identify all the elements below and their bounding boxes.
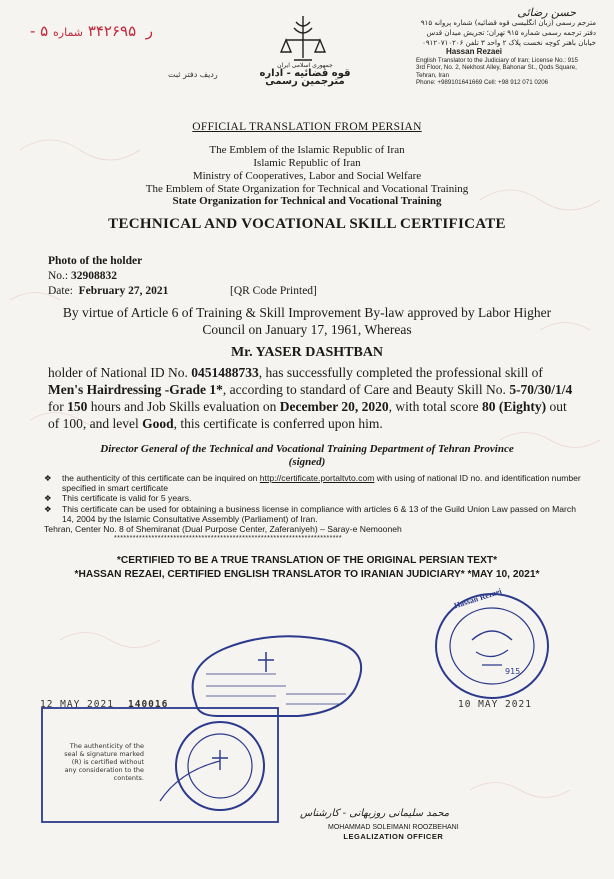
officer-name: MOHAMMAD SOLEIMANI ROOZBEHANI <box>328 824 459 831</box>
translator-fa-line-1: مترجم رسمی (زبان انگلیسی قوه قضائیه) شماره پروانه ۹۱۵ <box>420 19 596 27</box>
officer-block <box>328 823 459 841</box>
officer-signature-fa: محمد سلیمانی روزبهانی - کارشناس <box>300 808 450 819</box>
note-business-license: ❖ This certificate can be used for obtaining a business license in compliance with articles 6 & 13 of the Guild Union Law passed on March 14, 2004 by the Islamic Consultative Assembly (Parliament) of Iran. <box>44 503 576 524</box>
emblem-line-2: Islamic Republic of Iran <box>253 157 361 169</box>
judiciary-heading: جمهوری اسلامی ایران قوه قضائیه - اداره مترجمین رسمی <box>259 62 351 87</box>
registration-number: - ۵ ر ۳۴۲۶۹۵ شماره <box>30 22 153 40</box>
translator-en-line-3: Phone: +989101641669 Cell: +98 912 071 0206 <box>416 79 549 86</box>
translator-fa-line-3: خیابان باهنر کوچه نخست پلاک ۲ واحد ۳ تلفن ۰۹۱۲۰۷۱۰۲۰۶ <box>422 39 596 47</box>
note-authenticity: ❖ the authenticity of this certificate can be inquired on http://certificate.portaltvto.com with using of national ID no. and identification number specified in smart certificate <box>44 473 581 494</box>
hours: 150 <box>67 399 88 414</box>
translator-en-line-2: 3rd Floor, No. 2, Nekhost Alley, Bahonar St., Qods Square, Tehran, Iran <box>416 64 577 79</box>
signed-note: (signed) <box>288 456 326 468</box>
skill-name: Men's Hairdressing -Grade 1* <box>48 382 223 397</box>
certificate-title: TECHNICAL AND VOCATIONAL SKILL CERTIFICATE <box>108 216 506 232</box>
org-line: State Organization for Technical and Vocational Training <box>172 195 442 207</box>
translator-fa-line-2: دفتر ترجمه رسمی شماره ۹۱۵ تهران؛ تجریش میدان قدس <box>426 29 596 37</box>
qr-note: [QR Code Printed] <box>230 285 317 297</box>
emblem-line-3: Ministry of Cooperatives, Labor and Social Welfare <box>192 170 422 182</box>
center-address: Tehran, Center No. 8 of Shemiranat (Dual Purpose Center, Zaferaniyeh) – Saray-e Nemooneh <box>44 524 402 535</box>
verification-link[interactable]: http://certificate.portaltvto.com <box>259 473 375 483</box>
photo-label: Photo of the holder <box>48 255 143 267</box>
emblem-line-1: The Emblem of the Islamic Republic of Iran <box>209 144 405 156</box>
translator-seal-name: Hassan Rezaei <box>452 586 503 611</box>
officer-title: LEGALIZATION OFFICER <box>343 832 444 841</box>
certificate-date: Date: February 27, 2021 <box>48 285 169 297</box>
level: Good <box>142 416 174 431</box>
translator-name: Hassan Rezaei <box>446 47 503 56</box>
national-id: 0451488733 <box>191 365 259 380</box>
note-validity: ❖ This certificate is valid for 5 years. <box>44 493 192 504</box>
legalization-date: 12 MAY 2021 <box>40 699 114 710</box>
certification-line-2: *HASSAN REZAEI, CERTIFIED ENGLISH TRANSLATOR TO IRANIAN JUDICIARY* *MAY 10, 2021* <box>74 569 540 580</box>
evaluation-date: December 20, 2020 <box>279 399 389 414</box>
certificate-body: holder of National ID No. 0451488733, has successfully completed the professional skill of Men's Hairdressing -Grade 1*, according to standard of Care and Beauty Skill No. 5-70/30/1/4 for 150 hours and Job Skills evaluation on December 20, 2020, with total score 80 (Eighty) out of 100, and level Good, this certificate is conferred upon him. <box>48 365 573 431</box>
translator-signature: حسن رضائی <box>517 6 576 19</box>
legalization-number: 140016 <box>128 699 169 710</box>
score: 80 (Eighty) <box>481 399 547 414</box>
translator-en-line-1: English Translator to the Judiciary of Iran; License No.: 915 <box>416 56 578 64</box>
authenticity-note: The authenticity of the seal & signature marked (R) is certified without any consideration to the contents. <box>64 742 144 782</box>
register-book-label: ردیف دفتر ثبت <box>168 70 218 79</box>
translator-seal-icon <box>432 590 552 702</box>
certification-line-1: *CERTIFIED TO BE A TRUE TRANSLATION OF THE ORIGINAL PERSIAN TEXT* <box>116 555 498 566</box>
emblem-line-4: The Emblem of State Organization for Technical and Vocational Training <box>145 183 469 195</box>
notes-list <box>44 473 584 544</box>
certificate-number: No.: 32908832 <box>48 270 117 282</box>
standard-number: 5-70/30/1/4 <box>509 382 573 397</box>
star-separator: ************************************************************************* <box>114 535 343 543</box>
intro-paragraph: By virtue of Article 6 of Training & Skill Improvement By-law approved by Labor Higher Council on January 17, 1961, Whereas <box>62 305 552 337</box>
translator-stamp-date: 10 MAY 2021 <box>458 699 532 710</box>
director-line: Director General of the Technical and Vocational Training Department of Tehran Province <box>100 443 514 455</box>
official-translation-title: OFFICIAL TRANSLATION FROM PERSIAN <box>192 121 422 133</box>
holder-name: Mr. YASER DASHTBAN <box>230 345 384 360</box>
translator-seal-number: 915 <box>505 667 521 676</box>
translator-header <box>356 8 596 87</box>
